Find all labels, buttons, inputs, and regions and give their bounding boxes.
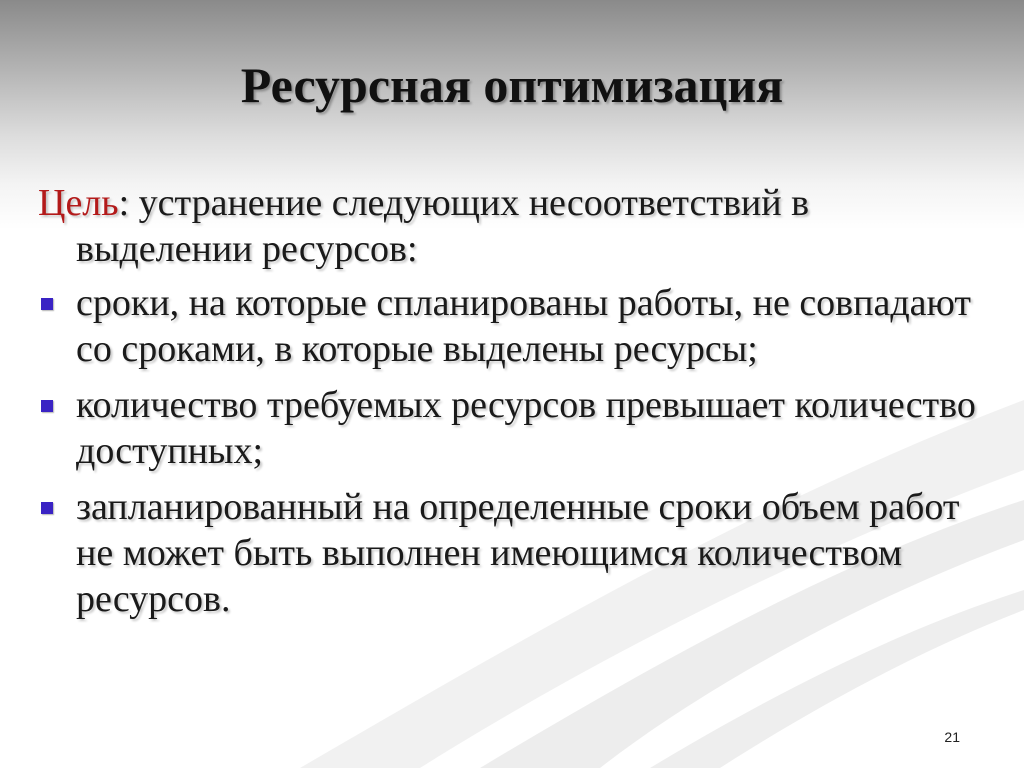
- square-bullet-icon: [41, 400, 53, 412]
- bullet-text: сроки, на которые спланированы работы, не совпадают со сроками, в которые выделены ресурсы;: [76, 282, 972, 370]
- slide-title: Ресурсная оптимизация: [240, 57, 784, 113]
- square-bullet-icon: [41, 298, 53, 310]
- bullet-item: [38, 280, 988, 372]
- slide-number: 21: [944, 729, 960, 745]
- bullet-text: количество требуемых ресурсов превышает количество доступных;: [76, 384, 976, 472]
- goal-text: : устранение следующих несоответствий в выделении ресурсов:: [76, 182, 810, 270]
- goal-label: Цель: [38, 182, 119, 224]
- bullet-item: [38, 484, 988, 622]
- slide-content: [38, 180, 988, 632]
- bullet-text: запланированный на определенные сроки объем работ не может быть выполнен имеющимся количеством ресурсов.: [76, 486, 960, 620]
- square-bullet-icon: [41, 502, 53, 514]
- goal-paragraph: [38, 180, 988, 272]
- bullet-item: [38, 382, 988, 474]
